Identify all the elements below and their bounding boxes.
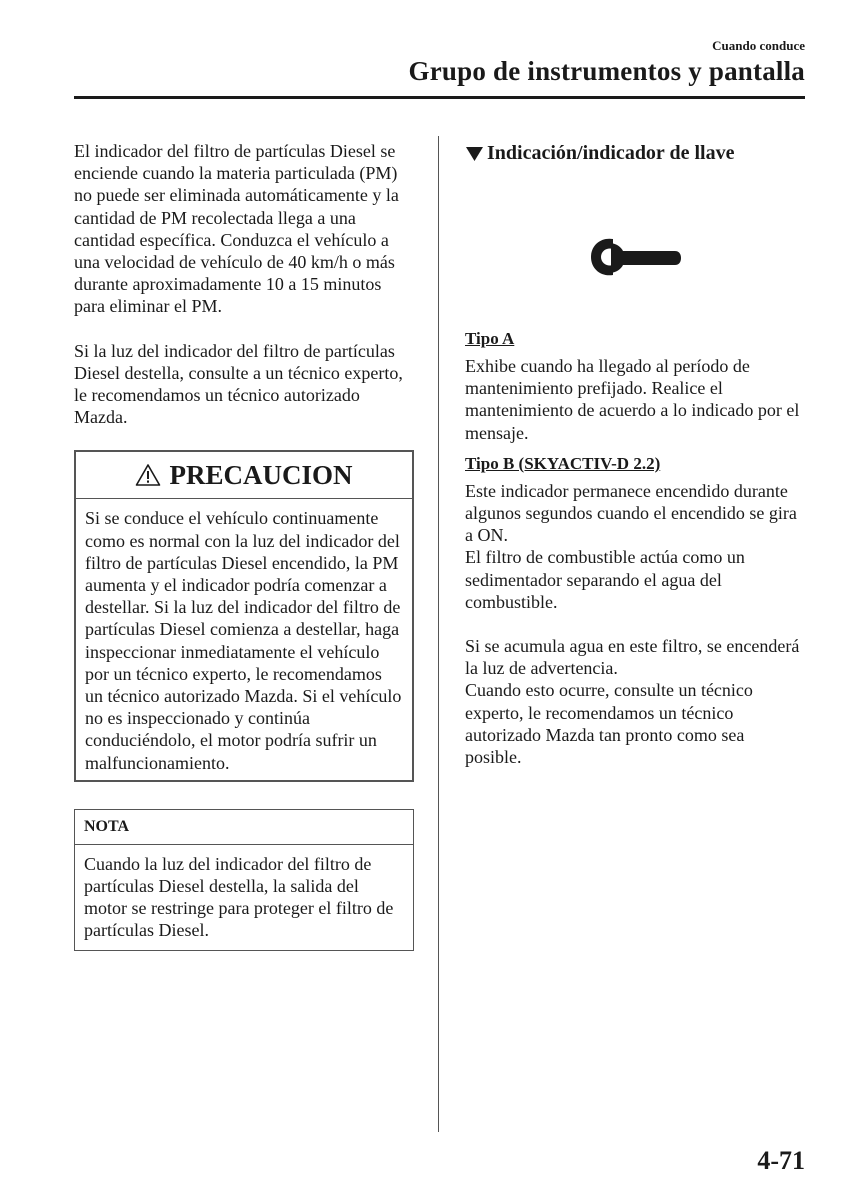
- intro-paragraph: El indicador del filtro de partículas Diesel se enciende cuando la materia particulada (PM) no puede ser eliminada automáticamente y la cantidad de PM recolectada llega a una cantidad específica. Conduzca el vehículo a una velocidad de vehículo de 40 km/h o más durante aproximadamente 10 a 15 minutos para eliminar el PM.: [74, 141, 399, 317]
- tipo-b-body-1: Este indicador permanece encendido durante algunos segundos cuando el encendido se gira a ON.: [465, 480, 797, 546]
- section-heading-text: Indicación/indicador de llave: [487, 142, 735, 164]
- section-heading: [465, 142, 805, 165]
- note-header: NOTA: [75, 810, 413, 845]
- tipo-a-heading: Tipo A: [465, 329, 515, 348]
- wrench-symbol: [465, 203, 805, 313]
- wrench-icon: [587, 235, 683, 281]
- column-divider: [438, 136, 439, 1132]
- page-title: Grupo de instrumentos y pantalla: [408, 56, 805, 86]
- caution-box: [74, 450, 414, 781]
- down-triangle-icon: [465, 146, 484, 162]
- tipo-a-body: Exhibe cuando ha llegado al período de mantenimiento prefijado. Realice el mantenimiento de acuerdo a lo indicado por el mensaje.: [465, 356, 800, 443]
- note-body: Cuando la luz del indicador del filtro de partículas Diesel destella, la salida del motor se restringe para proteger el filtro de partículas Diesel.: [84, 853, 394, 941]
- caution-title: PRECAUCION: [169, 459, 353, 490]
- right-column: [465, 140, 805, 778]
- tipo-b-body-4: Cuando esto ocurre, consulte un técnico experto, le recomendamos un técnico autorizado Mazda tan pronto como sea posible.: [465, 680, 753, 768]
- note-box: [74, 809, 414, 951]
- page-header-section: Cuando conduce: [712, 38, 805, 53]
- caution-body: Si se conduce el vehículo continuamente como es normal con la luz del indicador del filtro de partículas Diesel encendido, la PM aumenta y el indicador podría comenzar a destellar. Si la luz del indicador del filtro de partículas Diesel comienza a destellar, haga inspeccionar inmediatamente el vehículo por un técnico experto, le recomendamos un técnico autorizado Mazda. Si el vehículo no es inspeccionado y continúa conduciéndolo, el motor podría sufrir un malfuncionamiento.: [85, 508, 402, 773]
- caution-header: [76, 452, 412, 499]
- header-rule: [74, 96, 805, 99]
- tipo-b-heading: Tipo B (SKYACTIV-D 2.2): [465, 453, 661, 473]
- tipo-b-body-2: El filtro de combustible actúa como un sedimentador separando el agua del combustible.: [465, 547, 745, 612]
- left-column: [74, 140, 414, 951]
- page-number: 4-71: [757, 1146, 805, 1175]
- tipo-b-body-3: Si se acumula agua en este filtro, se encenderá la luz de advertencia.: [465, 636, 800, 679]
- flash-paragraph: Si la luz del indicador del filtro de partículas Diesel destella, consulte a un técnico experto, le recomendamos un técnico autorizado Mazda.: [74, 340, 403, 428]
- warning-triangle-icon: [135, 463, 161, 487]
